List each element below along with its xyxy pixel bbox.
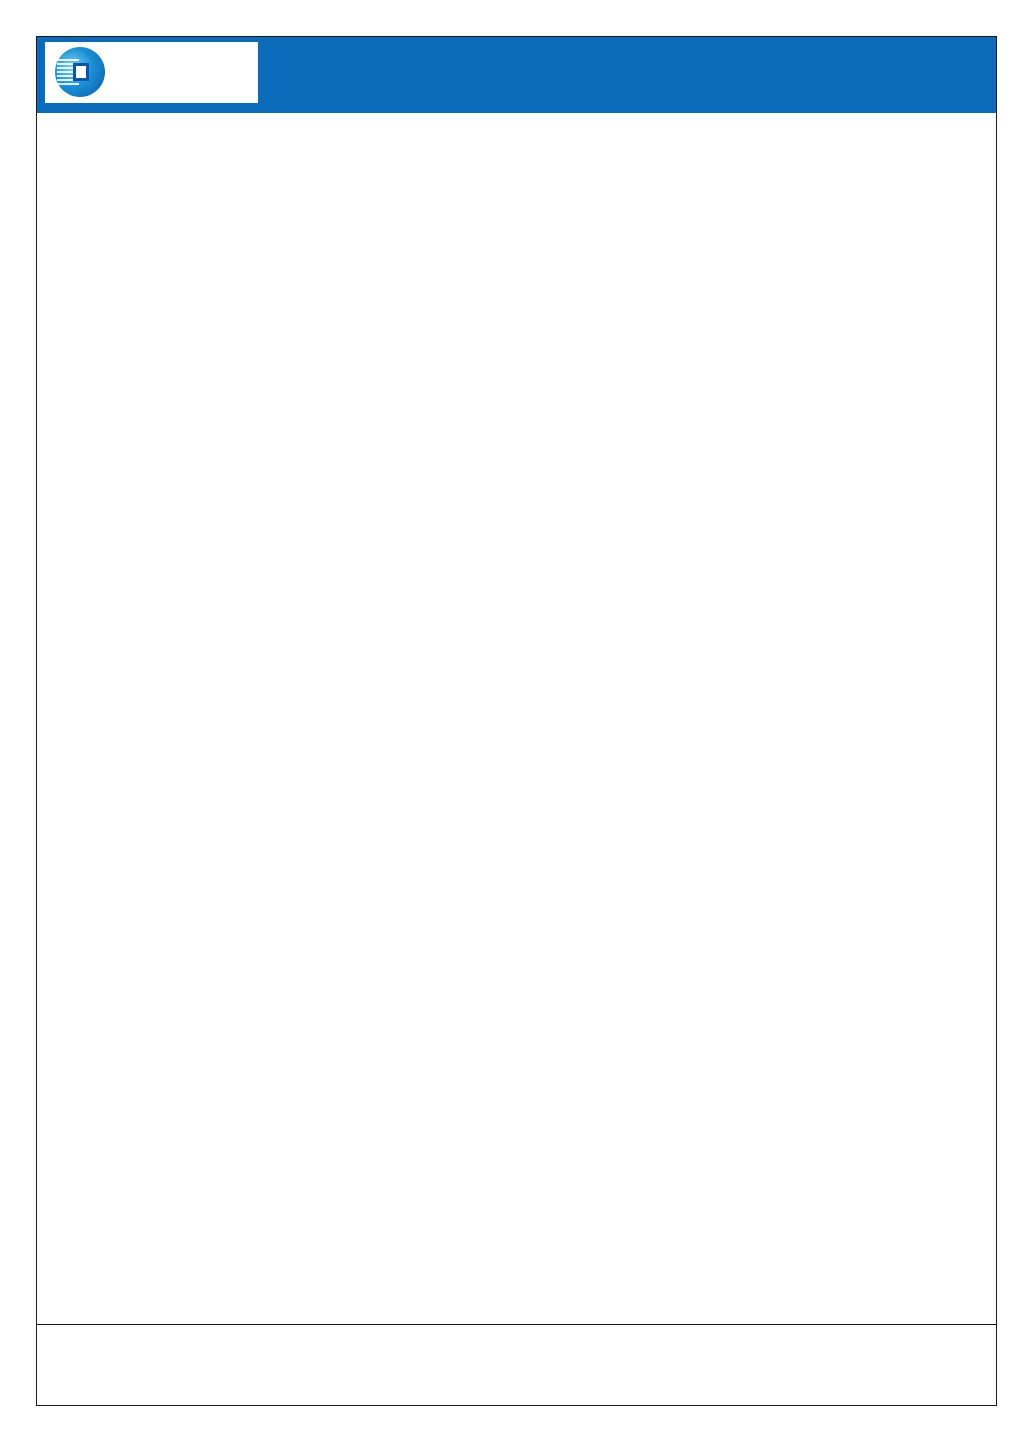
company-logo — [45, 42, 258, 103]
disclaimer-footer — [37, 1324, 996, 1405]
spot-section — [37, 273, 996, 451]
fundamentals-section — [37, 451, 996, 625]
logo-emblem-icon — [55, 47, 105, 97]
futures-section — [37, 114, 996, 272]
report-page — [36, 36, 997, 1406]
report-header — [37, 37, 996, 113]
